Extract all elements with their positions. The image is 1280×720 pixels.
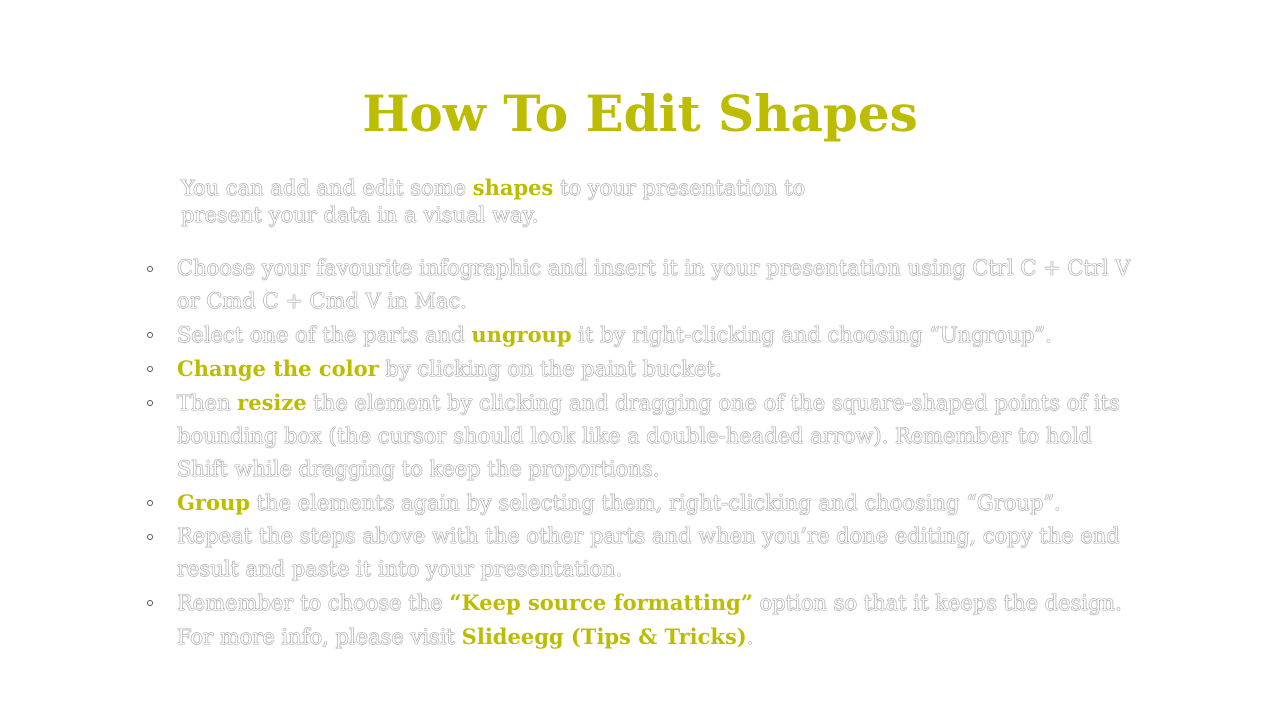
list-item	[144, 352, 1144, 386]
intro-paragraph	[181, 174, 861, 229]
body-text: .	[746, 625, 754, 649]
body-text: Choose your favourite infographic and insert it in your presentation using Ctrl C + Ctrl V or Cmd C + Cmd V in Mac.	[177, 256, 1131, 313]
body-text: Repeat the steps above with the other parts and when you’re done editing, copy the end result and paste it into your presentation.	[177, 524, 1120, 581]
highlight-text: Change the color	[177, 356, 379, 381]
highlight-text: Group	[177, 490, 250, 515]
intro-text-after: to your presentation to present your data in a visual way.	[181, 176, 806, 227]
list-item	[144, 252, 1144, 318]
instruction-list	[144, 252, 1144, 654]
list-item	[144, 386, 1144, 486]
list-item	[144, 318, 1144, 352]
highlight-text: ungroup	[471, 322, 572, 347]
body-text: Select one of the parts and	[177, 323, 472, 347]
body-text: option so that it keeps the design. For more info, please visit	[177, 591, 1122, 649]
highlight-text: “Keep source formatting”	[449, 590, 753, 615]
body-text: it by right-clicking and choosing “Ungroup”.	[571, 323, 1052, 347]
body-text: by clicking on the paint bucket.	[378, 357, 722, 381]
body-text: Remember to choose the	[177, 591, 450, 615]
slide-title: How To Edit Shapes	[362, 84, 918, 143]
body-text: the elements again by selecting them, right-clicking and choosing “Group”.	[249, 491, 1061, 515]
highlight-text: Slideegg (Tips & Tricks)	[461, 624, 747, 649]
highlight-text: resize	[237, 390, 307, 415]
list-item	[144, 520, 1144, 586]
list-item	[144, 486, 1144, 520]
intro-highlight: shapes	[472, 175, 554, 200]
list-item	[144, 586, 1144, 654]
intro-text-before: You can add and edit some	[181, 176, 473, 200]
body-text: Then	[177, 391, 238, 415]
body-text: the element by clicking and dragging one of the square-shaped points of its bounding box (the cursor should look like a double-headed arrow). Remember to hold Shift while dragging to keep the proportions.	[177, 391, 1120, 481]
